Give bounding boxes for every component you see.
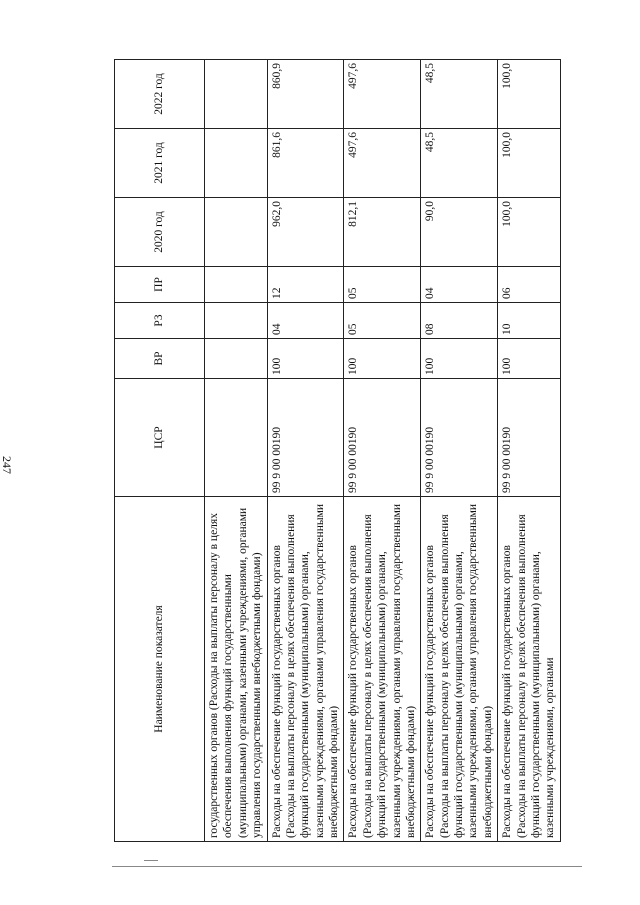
cell-name: Расходы на обеспечение функций государственных органов (Расходы на выплаты персоналу в целях обеспечения выполнения функций государственными (муниципальными) органами, казенными учреждениями, органами xyxy=(498,497,561,842)
cell-name: государственных органов (Расходы на выплаты персоналу в целях обеспечения выполнения функций государственными (муниципальными) органами, казенными учреждениями, органами управления государственными внебюджетными фондами) xyxy=(205,497,268,842)
cell-pr: 06 xyxy=(498,267,561,303)
cell-vr: 100 xyxy=(421,339,498,379)
header-rz: РЗ xyxy=(115,303,205,339)
cell-rz: 04 xyxy=(267,303,344,339)
rotated-table-container xyxy=(114,60,557,842)
cell-2020 xyxy=(205,198,268,267)
cell-vr: 100 xyxy=(344,339,421,379)
table-row xyxy=(205,60,268,842)
cell-2020: 90,0 xyxy=(421,198,498,267)
cell-vr xyxy=(205,339,268,379)
table-row xyxy=(498,60,561,842)
header-2022: 2022 год xyxy=(115,60,205,129)
cell-2020: 812,1 xyxy=(344,198,421,267)
cell-rz: 05 xyxy=(344,303,421,339)
cell-2021: 48,5 xyxy=(421,129,498,198)
cell-2020: 962,0 xyxy=(267,198,344,267)
cell-csr: 99 9 00 00190 xyxy=(421,379,498,497)
cell-2022: 860,9 xyxy=(267,60,344,129)
cell-pr: 05 xyxy=(344,267,421,303)
table-row xyxy=(267,60,344,842)
cell-csr: 99 9 00 00190 xyxy=(344,379,421,497)
cell-vr: 100 xyxy=(498,339,561,379)
cell-2021: 497,6 xyxy=(344,129,421,198)
table-header-row xyxy=(115,60,205,842)
cell-vr: 100 xyxy=(267,339,344,379)
cell-csr: 99 9 00 00190 xyxy=(498,379,561,497)
cell-2021: 861,6 xyxy=(267,129,344,198)
table-row xyxy=(344,60,421,842)
header-pr: ПР xyxy=(115,267,205,303)
header-vr: ВР xyxy=(115,339,205,379)
cell-rz xyxy=(205,303,268,339)
cell-2021 xyxy=(205,129,268,198)
budget-table xyxy=(114,59,561,842)
header-2020: 2020 год xyxy=(115,198,205,267)
scan-artifact-mark xyxy=(144,860,158,861)
cell-name: Расходы на обеспечение функций государственных органов (Расходы на выплаты персоналу в целях обеспечения выполнения функций государственными (муниципальными) органами, казенными учреждениями, органами управления государственными внебюджетными фондами) xyxy=(267,497,344,842)
cell-2020: 100,0 xyxy=(498,198,561,267)
cell-2022 xyxy=(205,60,268,129)
cell-2022: 100,0 xyxy=(498,60,561,129)
cell-name: Расходы на обеспечение функций государственных органов (Расходы на выплаты персоналу в целях обеспечения выполнения функций государственными (муниципальными) органами, казенными учреждениями, органами управления государственными внебюджетными фондами) xyxy=(344,497,421,842)
cell-pr: 04 xyxy=(421,267,498,303)
cell-2022: 48,5 xyxy=(421,60,498,129)
header-csr: ЦСР xyxy=(115,379,205,497)
page-number: 247 xyxy=(0,456,14,474)
cell-pr: 12 xyxy=(267,267,344,303)
cell-pr xyxy=(205,267,268,303)
cell-2021: 100,0 xyxy=(498,129,561,198)
header-2021: 2021 год xyxy=(115,129,205,198)
header-name: Наименование показателя xyxy=(115,497,205,842)
cell-2022: 497,6 xyxy=(344,60,421,129)
table-row xyxy=(421,60,498,842)
scan-artifact-line xyxy=(112,866,582,867)
cell-csr xyxy=(205,379,268,497)
cell-csr: 99 9 00 00190 xyxy=(267,379,344,497)
cell-rz: 10 xyxy=(498,303,561,339)
cell-rz: 08 xyxy=(421,303,498,339)
cell-name: Расходы на обеспечение функций государственных органов (Расходы на выплаты персоналу в целях обеспечения выполнения функций государственными (муниципальными) органами, казенными учреждениями, органами управления государственными внебюджетными фондами) xyxy=(421,497,498,842)
